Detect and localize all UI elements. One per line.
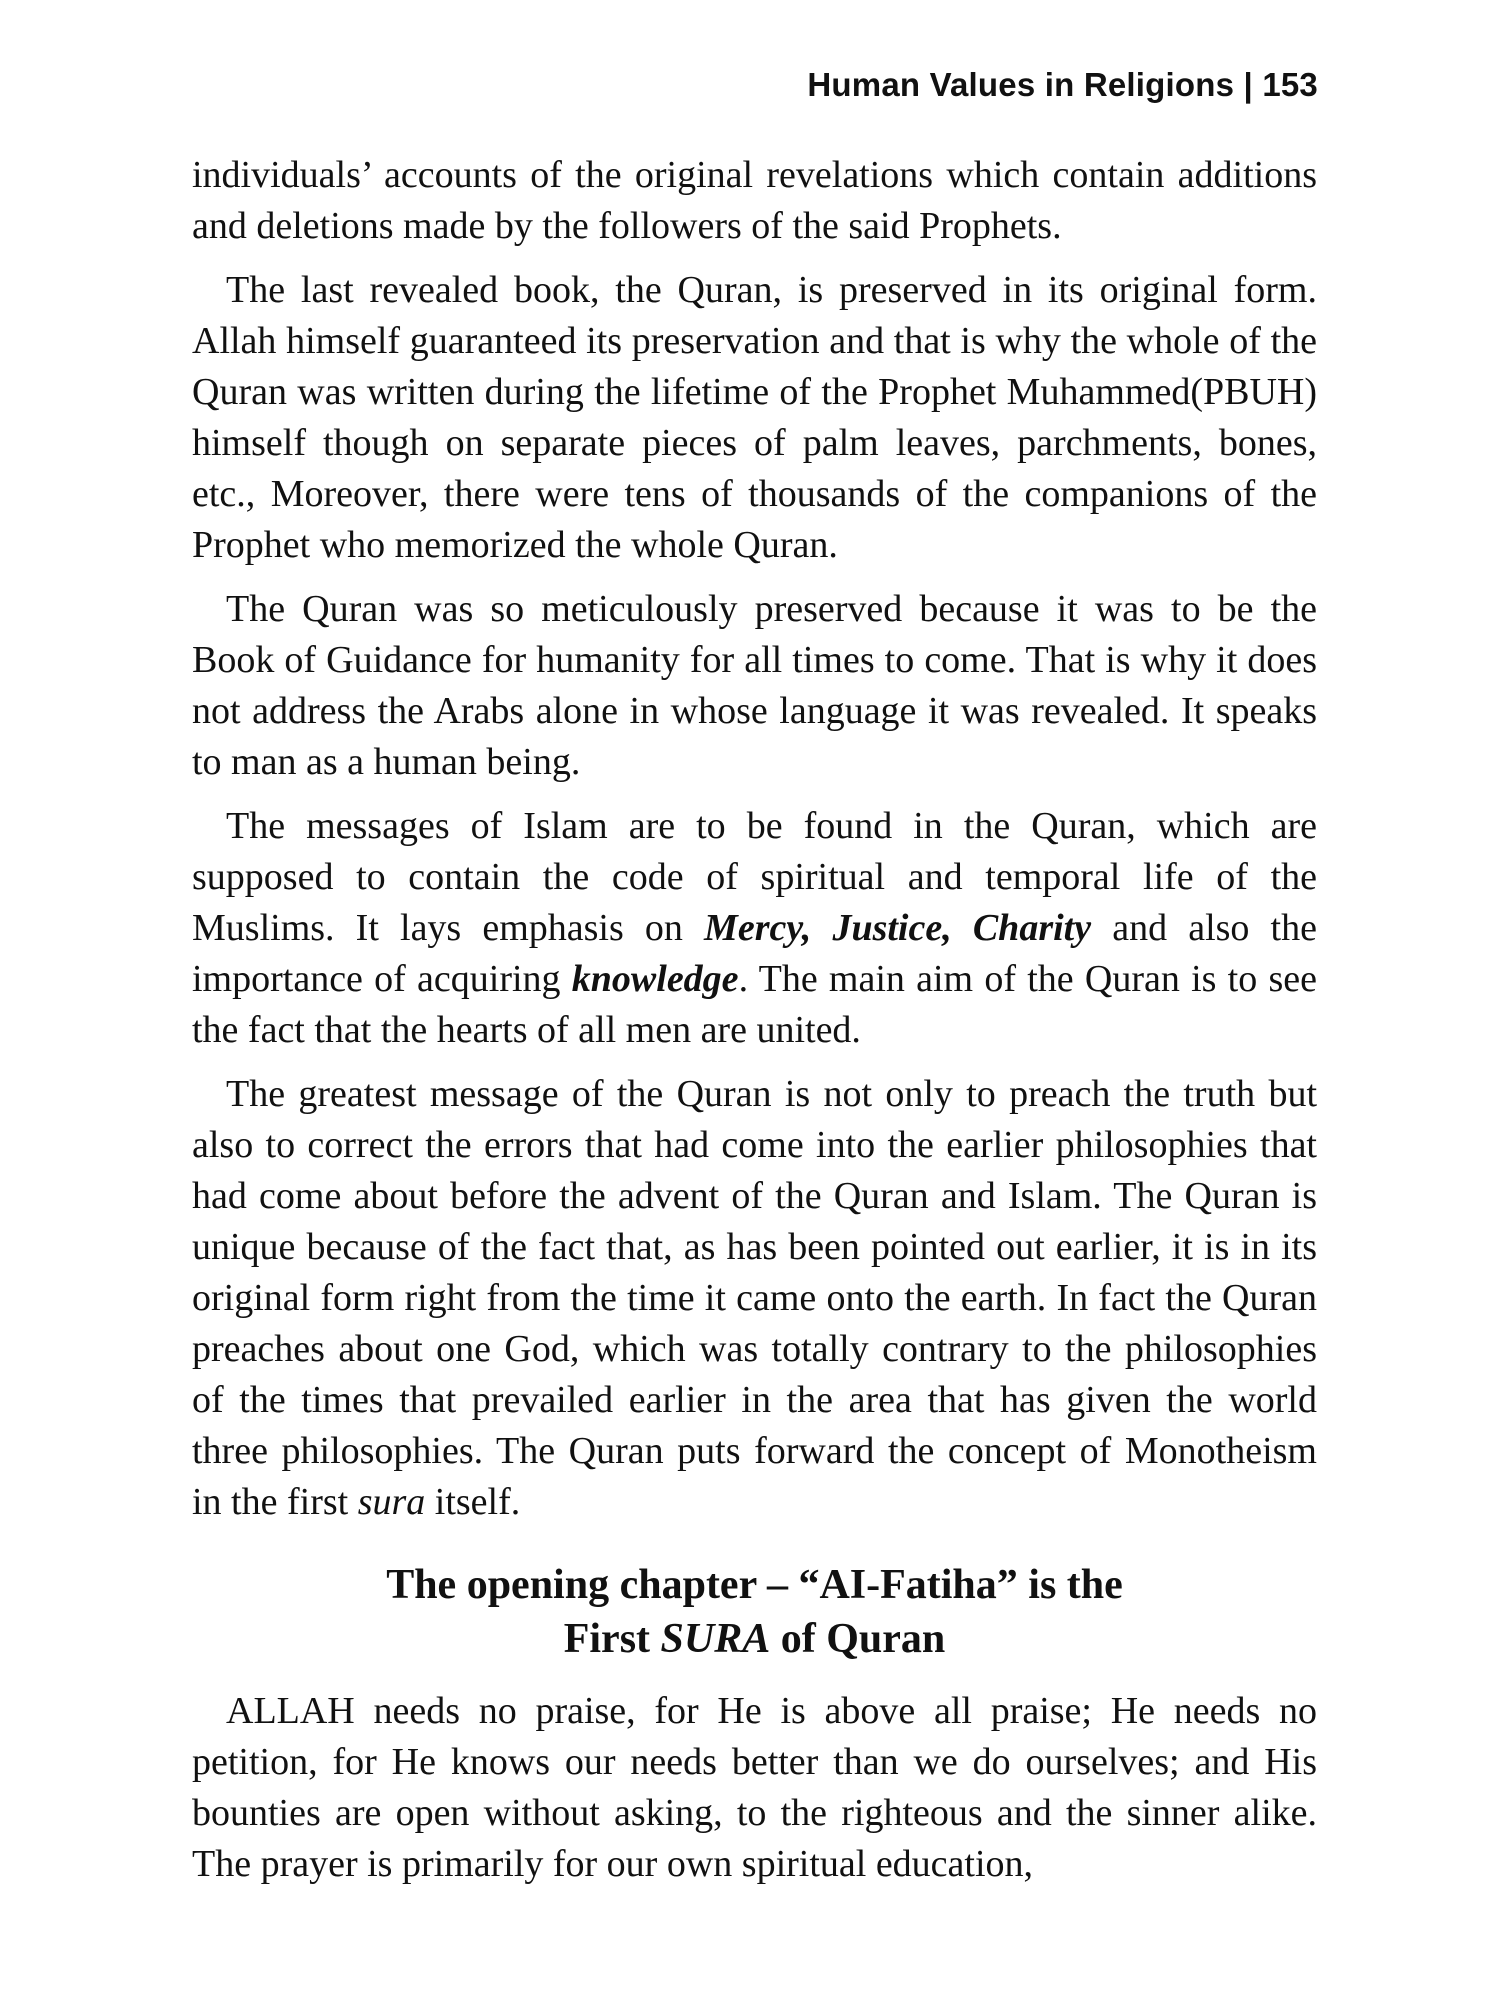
running-header: Human Values in Religions | 153 <box>807 66 1318 103</box>
paragraph-greatest-message <box>192 1069 1317 1528</box>
text-run: The greatest message of the Quran is not only to preach the truth but also to correct the errors that had come into the earlier philosophies that had come about before the advent of the Quran and Islam. The Quran is unique because of the fact that, as has been pointed out earlier, it is in its original form right from the time it came onto the earth. In fact the Quran preaches about one God, which was totally contrary to the philosophies of the times that prevailed earlier in the area that has given the world three philosophies. The Quran puts forward the concept of Monotheism in the first <box>192 1073 1317 1523</box>
text-run: First <box>563 1616 661 1662</box>
paragraph-quran-preservation: The last revealed book, the Quran, is preserved in its original form. Allah himself guaranteed its preservation and that is why the whole of the Quran was written during the lifetime of the Prophet Muhammed(PBUH) himself though on separate pieces of palm leaves, parchments, bones, etc., Moreover, there were tens of thousands of the companions of the Prophet who memorized the whole Quran. <box>192 269 1317 566</box>
emphasis-knowledge: knowledge <box>571 958 739 1000</box>
section-heading <box>192 1558 1317 1666</box>
paragraph-book-of-guidance: The Quran was so meticulously preserved because it was to be the Book of Guidance for humanity for all times to come. That is why it does not address the Arabs alone in whose language it was revealed. It speaks to man as a human being. <box>192 588 1317 783</box>
emphasis-sura-heading: SURA <box>660 1616 771 1662</box>
paragraph-allah-needs-no-praise: ALLAH needs no praise, for He is above all praise; He needs no petition, for He knows our needs better than we do ourselves; and His bounties are open without asking, to the righteous and the sinner alike. The prayer is primarily for our own spiritual education, <box>192 1690 1317 1885</box>
paragraph-continuation: individuals’ accounts of the original revelations which contain additions and deletions made by the followers of the said Prophets. <box>192 154 1317 247</box>
text-run: itself. <box>425 1481 521 1523</box>
text-run: . The main aim of the Quran is to see the fact that the hearts of all men are united. <box>192 958 1317 1051</box>
emphasis-sura: sura <box>357 1481 426 1523</box>
paragraph-messages-of-islam <box>192 801 1317 1056</box>
text-run: and also the importance of acquiring <box>192 907 1317 1000</box>
text-run: of Quran <box>770 1616 946 1662</box>
page-body <box>192 150 1317 1903</box>
emphasis-values: Mercy, Justice, Charity <box>704 907 1092 949</box>
heading-line-1: The opening chapter – “AI-Fatiha” is the <box>386 1562 1123 1608</box>
text-run: The messages of Islam are to be found in the Quran, which are supposed to contain the code of spiritual and temporal life of the Muslims. It lays emphasis on <box>192 805 1317 949</box>
heading-line-2 <box>192 1612 1317 1666</box>
